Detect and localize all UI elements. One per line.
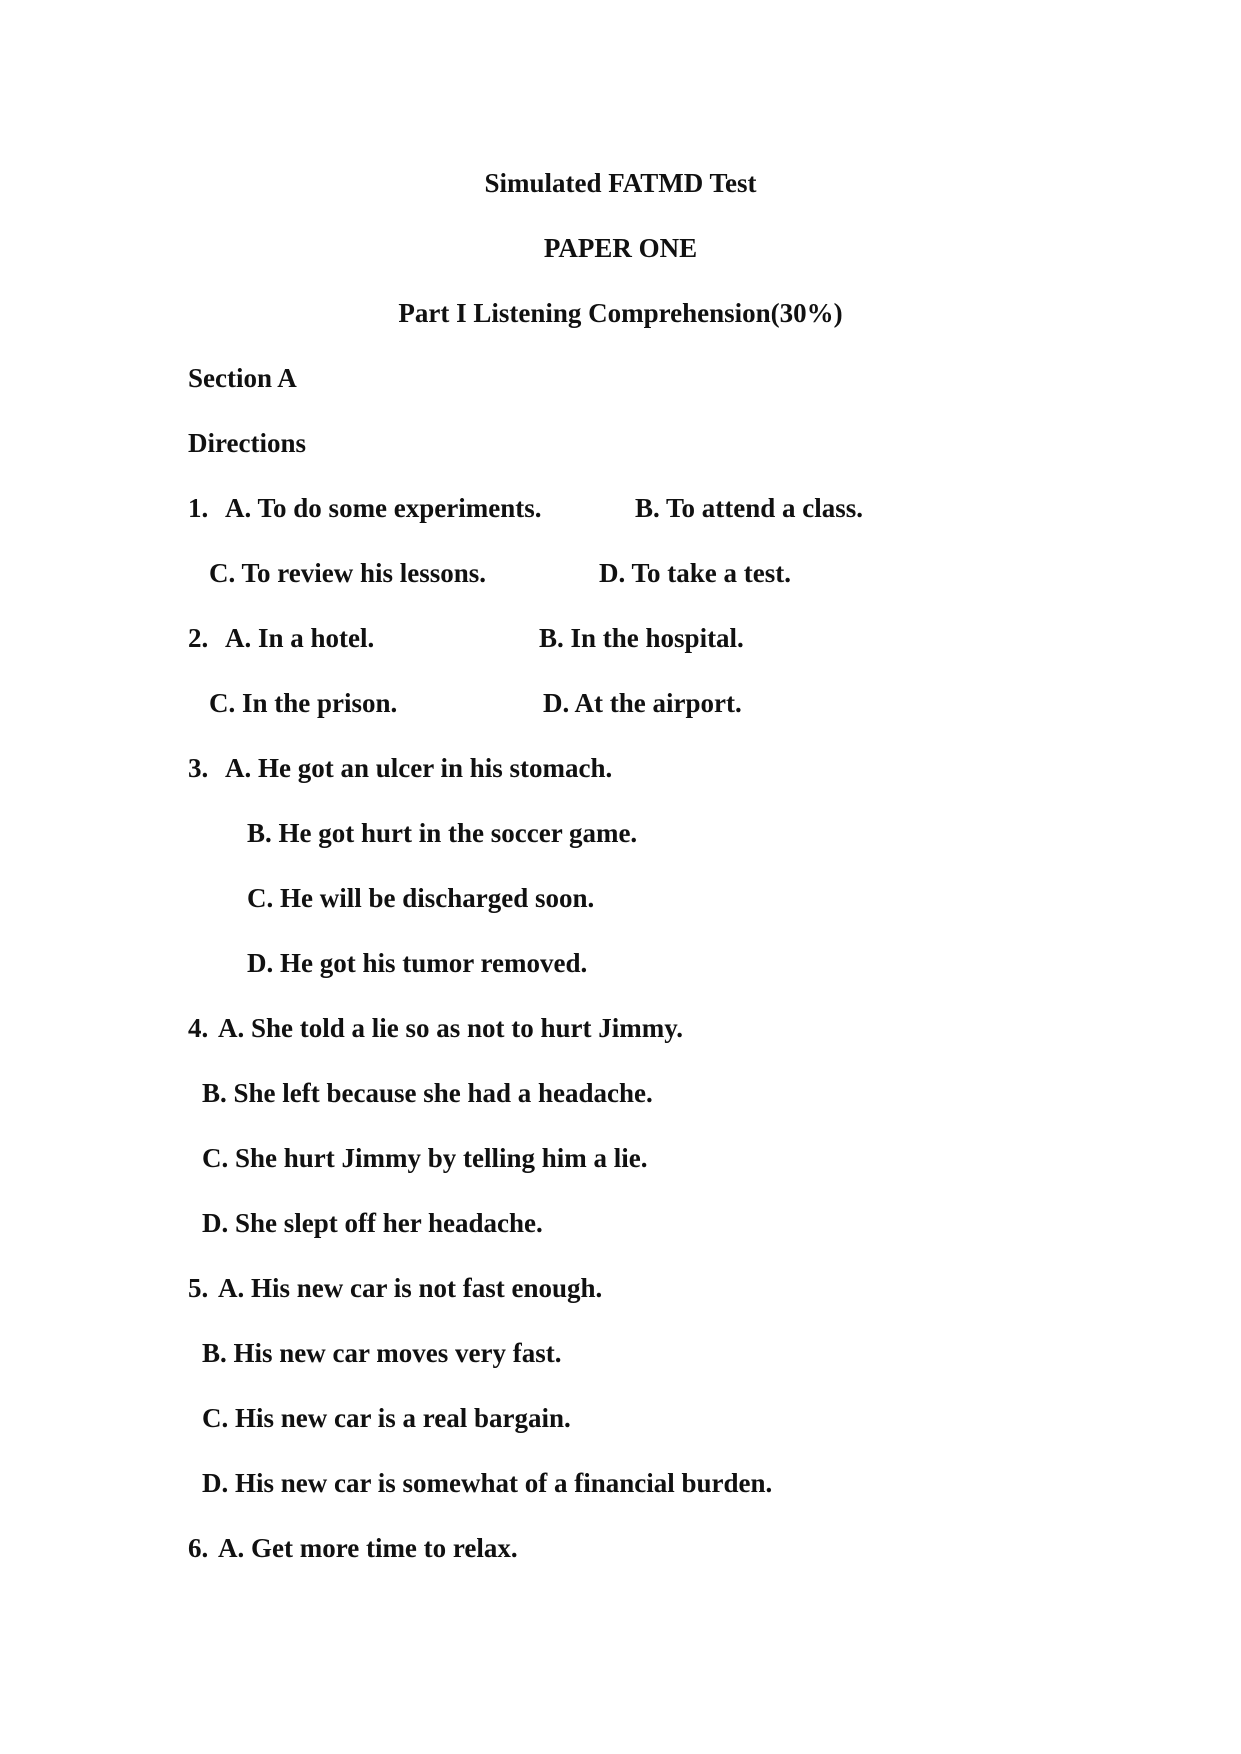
directions-heading: Directions [188, 428, 306, 458]
question-3-number: 3. [188, 753, 209, 783]
question-3-row-1 [188, 751, 1088, 785]
question-5-option-c: C. His new car is a real bargain. [202, 1403, 571, 1433]
question-1-row-2 [188, 556, 1088, 590]
question-4-option-c: C. She hurt Jimmy by telling him a lie. [202, 1143, 648, 1173]
question-5-option-d: D. His new car is somewhat of a financial burden. [202, 1468, 773, 1498]
question-2-option-a: A. In a hotel. [225, 623, 375, 653]
question-6-option-a: A. Get more time to relax. [218, 1533, 518, 1563]
question-1-row-1 [188, 491, 1088, 525]
question-3-option-c: C. He will be discharged soon. [247, 883, 595, 913]
question-4-row-1 [188, 1011, 1088, 1045]
question-2-number: 2. [188, 623, 209, 653]
question-3-option-d: D. He got his tumor removed. [247, 948, 588, 978]
question-5-option-b: B. His new car moves very fast. [202, 1338, 562, 1368]
question-2-option-d: D. At the airport. [543, 688, 742, 718]
question-1-number: 1. [188, 493, 209, 523]
question-4-option-d: D. She slept off her headache. [202, 1208, 543, 1238]
question-5-row-1 [188, 1271, 1088, 1305]
section-heading: Section A [188, 363, 297, 393]
question-2-option-b: B. In the hospital. [539, 623, 744, 653]
part-title: Part I Listening Comprehension(30%) [398, 298, 843, 328]
question-2-row-1 [188, 621, 1088, 655]
question-5-number: 5. [188, 1273, 209, 1303]
question-3-option-b: B. He got hurt in the soccer game. [247, 818, 638, 848]
question-1-option-a: A. To do some experiments. [225, 493, 542, 523]
question-4-number: 4. [188, 1013, 209, 1043]
question-3-option-a: A. He got an ulcer in his stomach. [225, 753, 613, 783]
question-6-number: 6. [188, 1533, 209, 1563]
question-4-option-a: A. She told a lie so as not to hurt Jimmy. [218, 1013, 684, 1043]
paper-title: PAPER ONE [543, 233, 698, 263]
test-title: Simulated FATMD Test [484, 168, 757, 198]
question-2-option-c: C. In the prison. [209, 688, 398, 718]
question-4-option-b: B. She left because she had a headache. [202, 1078, 653, 1108]
question-2-row-2 [188, 686, 1088, 720]
question-1-option-d: D. To take a test. [599, 558, 792, 588]
question-6-row-1 [188, 1531, 1088, 1565]
question-1-option-c: C. To review his lessons. [209, 558, 487, 588]
question-5-option-a: A. His new car is not fast enough. [218, 1273, 603, 1303]
question-1-option-b: B. To attend a class. [635, 493, 864, 523]
